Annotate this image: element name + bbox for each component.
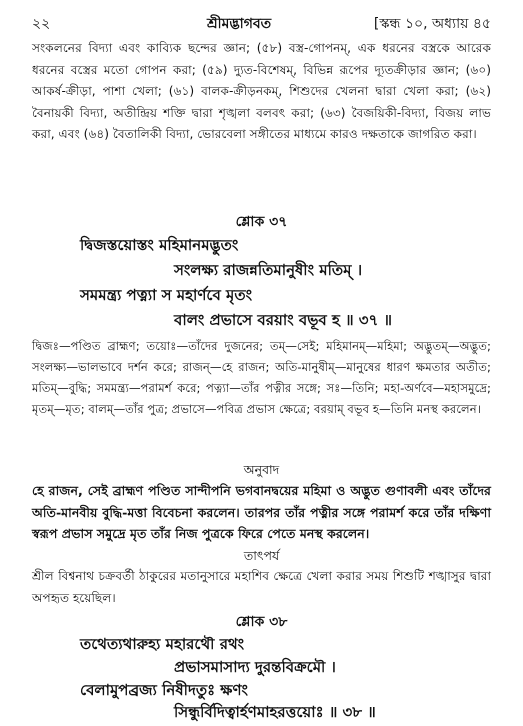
verse-37-line-1: দ্বিজস্তয়োস্তং মহিমানমদ্ভুতং (80, 236, 239, 254)
translation-heading: অনুবাদ (243, 462, 280, 477)
verse-37-line-2: সংলক্ষ্য রাজন্নতিমানুষীং মতিম্ । (174, 261, 363, 279)
verse-38-line-1: তথেত্যথারুহ্য মহারথৌ রথং (80, 635, 245, 653)
verse-37-synonyms: দ্বিজঃ—পণ্ডিত ব্রাহ্মণ; তয়োঃ—তাঁদের দুজনের; তম্—সেই; মহিমানম্—মহিমা; অদ্ভুতম্—অদ্ভুত; সংলক্ষ্য—ভালভাবে দর্শন করে; রাজন্—হে রাজন; অতি-মানুষীম্—মানুষের ধারণ ক্ষমতার অতীত; মতিম্—বুদ্ধি; সমমন্ত্র্য—পরামর্শ করে; পত্ন্যা—তাঁর পত্নীর সঙ্গে; সঃ—তিনি; মহা-অর্ণবে—মহাসমুদ্রে; মৃতম্—মৃত; বালম্—তাঁর পুত্র; প্রভাসে—পবিত্র প্রভাস ক্ষেত্রে; বরয়াম্ বভূব হ—তিনি মনস্থ করলেন। (32, 339, 491, 416)
book-title: শ্রীমদ্ভাগবত (207, 16, 272, 32)
chapter-reference: [স্কন্ধ ১০, অধ্যায় ৪৫ (373, 16, 491, 32)
verse-37-line-4: বালং প্রভাসে বরয়াং বভূব হ ॥ ৩৭ ॥ (174, 311, 393, 329)
verse-37-translation: হে রাজন, সেই ব্রাহ্মণ পণ্ডিত সান্দীপনি ভগবানদ্বয়ের মহিমা ও অদ্ভুত গুণাবলী এবং তাঁদের অতি-মানবীয় বুদ্ধি-মত্তা বিবেচনা করলেন। তারপর তাঁর পত্নীর সঙ্গে পরামর্শ করে তাঁর দক্ষিণা স্বরূপ প্রভাস সমুদ্রে মৃত তাঁর নিজ পুত্রকে ফিরে পেতে মনস্থ করলেন। (32, 483, 491, 541)
verse-37-purport: শ্রীল বিশ্বনাথ চক্রবর্তী ঠাকুরের মতানুসারে মহাশিব ক্ষেত্রে খেলা করার সময় শিশুটি শঙ্খাসুর দ্বারা অপহৃত হয়েছিল। (32, 569, 491, 605)
purport-heading: তাৎপর্য (243, 548, 280, 563)
verse-38-line-4: সিন্ধুর্বিদিত্বার্হণমাহরত্তয়োঃ ॥ ৩৮ ॥ (174, 703, 376, 721)
page-number: ২২ (32, 16, 51, 32)
running-header (32, 10, 491, 32)
verse-37-line-3: সমমন্ত্র্য পত্ন্যা স মহার্ণবে মৃতং (80, 286, 253, 304)
verse-37-heading: শ্লোক ৩৭ (235, 214, 288, 230)
verse-38-line-2: প্রভাসমাসাদ্য দুরন্তবিক্রমৌ । (174, 658, 336, 676)
verse-38-heading: শ্লোক ৩৮ (235, 614, 288, 630)
intro-paragraph: সংকলনের বিদ্যা এবং কাব্যিক ছন্দের জ্ঞান; (৫৮) বস্ত্র-গোপনম্, এক ধরনের বস্ত্রকে আরেক ধরনের বস্ত্রের মতো গোপন করা; (৫৯) দ্যুত-বিশেষম্, বিভিন্ন রূপের দ্যূতক্রীড়ার জ্ঞান; (৬০) আকর্ষ-ক্রীড়া, পাশা খেলা; (৬১) বালক-ক্রীড়নকম্, শিশুদের খেলনা দ্বারা খেলা করা; (৬২) বৈনায়কী বিদ্যা, অতীন্দ্রিয় শক্তি দ্বারা শৃঙ্খলা বলবৎ করা; (৬৩) বৈজয়িকী-বিদ্যা, বিজয় লাভ করা, এবং (৬৪) বৈতালিকী বিদ্যা, ভোরবেলা সঙ্গীতের মাধ্যমে কারও দক্ষতাকে জাগরিত করা। (32, 41, 491, 141)
verse-38-line-3: বেলামুপব্রজ্য নিষীদতুঃ ক্ষণং (80, 681, 248, 699)
